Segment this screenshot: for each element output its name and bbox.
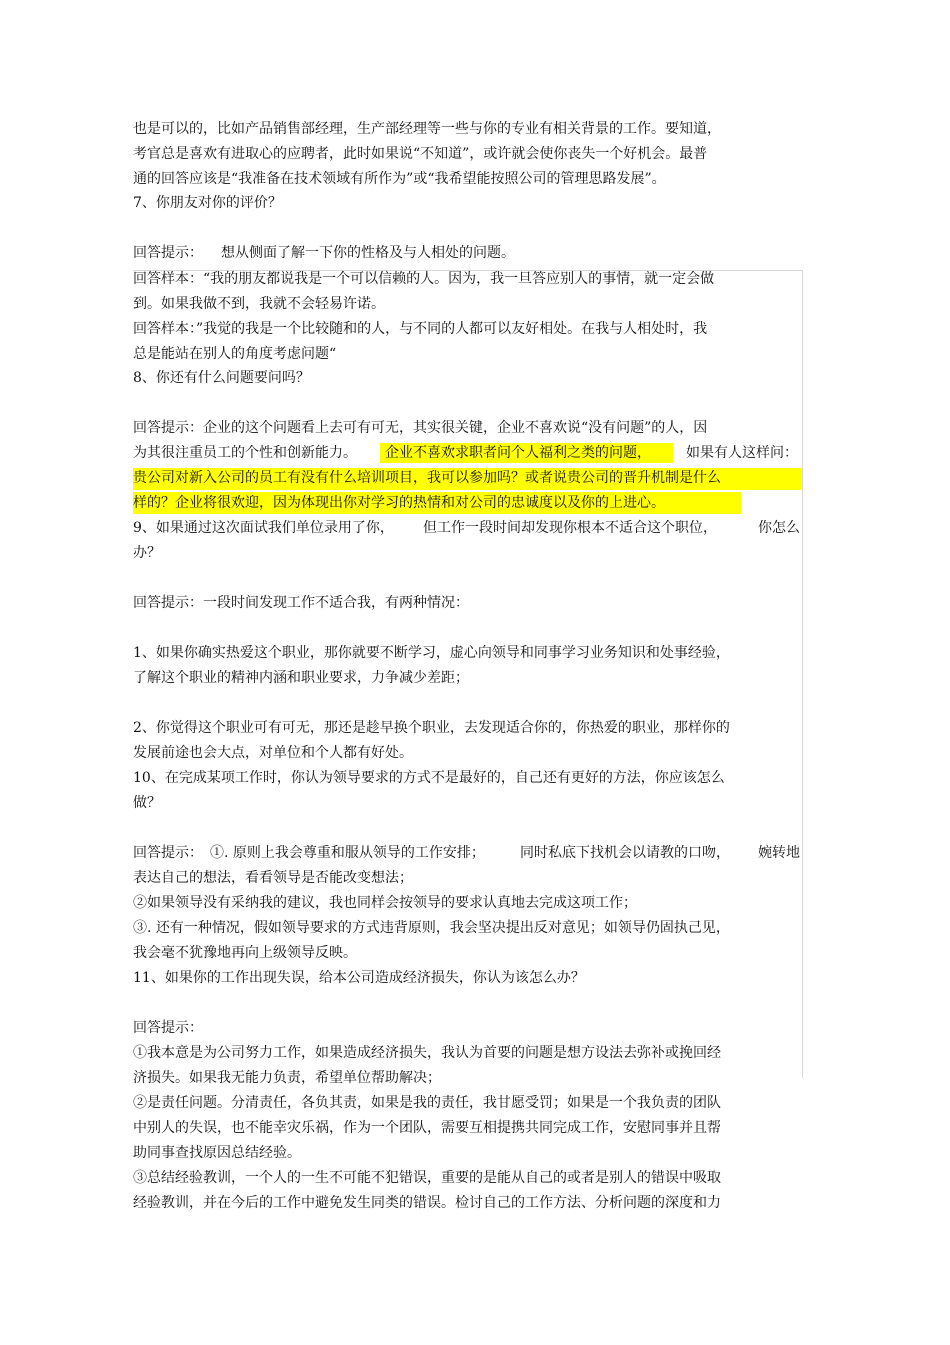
question-11: 11、如果你的工作出现失误，给本公司造成经济损失，你认为该怎么办？	[133, 970, 585, 986]
question-7: 7、你朋友对你的评价？	[133, 195, 282, 211]
text-line: ③总结经验教训，一个人的一生不可能不犯错误，重要的是能从自己的或者是别人的错误中吸取	[133, 1170, 721, 1186]
text-line: 发展前途也会大点，对单位和个人都有好处。	[133, 745, 413, 761]
text-segment: 婉转地	[758, 845, 800, 861]
text-line: 表达自己的想法，看看领导是否能改变想法；	[133, 870, 413, 886]
text-line: 回答提示：一段时间发现工作不适合我，有两种情况：	[133, 595, 469, 611]
text-line: 了解这个职业的精神内涵和职业要求，力争减少差距；	[133, 670, 469, 686]
text-line: 回答样本：“我的朋友都说我是一个可以信赖的人。因为，我一旦答应别人的事情，就一定会做	[133, 271, 715, 287]
text-line: ②是责任问题。分清责任，各负其责，如果是我的责任，我甘愿受罚；如果是一个我负责的团队	[133, 1095, 721, 1111]
question-9: 9、如果通过这次面试我们单位录用了你，	[133, 520, 394, 536]
q10-hint-row	[0, 843, 950, 863]
q8-hint-row-2	[0, 443, 950, 463]
hint-label: 回答提示：	[133, 845, 203, 861]
text-line: ②如果领导没有采纳我的建议，我也同样会按领导的要求认真地去完成这项工作；	[133, 895, 637, 911]
text-line: 回答样本：”我觉的我是一个比较随和的人，与不同的人都可以友好相处。在我与人相处时，我	[133, 321, 708, 337]
text-segment: ①. 原则上我会尊重和服从领导的工作安排；	[210, 845, 485, 861]
text-line: 中别人的失误，也不能幸灾乐祸，作为一个团队，需要互相提携共同完成工作，安慰同事并且帮	[133, 1120, 721, 1136]
text-line: 做？	[133, 795, 161, 811]
text-segment: 你怎么	[758, 520, 800, 536]
text-line: 回答提示：企业的这个问题看上去可有可无，其实很关键，企业不喜欢说“没有问题”的人，因	[133, 420, 708, 436]
question-8: 8、你还有什么问题要问吗？	[133, 370, 310, 386]
text-line: 1、如果你确实热爱这个职业，那你就要不断学习，虚心向领导和同事学习业务知识和处事经验，	[133, 645, 730, 661]
question-10: 10、在完成某项工作时，你认为领导要求的方式不是最好的，自己还有更好的方法，你应该怎么	[133, 770, 725, 786]
text-line: 考官总是喜欢有进取心的应聘者，此时如果说“不知道”，或许就会使你丧失一个好机会。最普	[133, 146, 708, 162]
text-segment: 为其很注重员工的个性和创新能力。	[133, 445, 357, 461]
text-segment: 但工作一段时间却发现你根本不适合这个职位，	[423, 520, 717, 536]
text-line: 办？	[133, 545, 161, 561]
text-line: 我会毫不犹豫地再向上级领导反映。	[133, 945, 357, 961]
text-line: 经验教训，并在今后的工作中避免发生同类的错误。检讨自己的工作方法、分析问题的深度和力	[133, 1195, 721, 1211]
text-line: 2、你觉得这个职业可有可无，那还是趁早换个职业，去发现适合你的，你热爱的职业，那样你的	[133, 720, 730, 736]
highlighted-text-line: 样的？企业将很欢迎，因为体现出你对学习的热情和对公司的忠诚度以及你的上进心。	[133, 495, 665, 511]
text-segment: 同时私底下找机会以请教的口吻，	[520, 845, 730, 861]
text-line: ①我本意是为公司努力工作，如果造成经济损失，我认为首要的问题是想方设法去弥补或挽回经	[133, 1045, 721, 1061]
hint-label: 回答提示：	[133, 1020, 203, 1036]
text-line: 助同事查找原因总结经验。	[133, 1145, 301, 1161]
text-line: ③. 还有一种情况，假如领导要求的方式违背原则，我会坚决提出反对意见；如领导仍固执己见，	[133, 920, 730, 936]
text-line: 到。如果我做不到，我就不会轻易许诺。	[133, 296, 385, 312]
frame-right-line	[802, 270, 803, 1078]
q7-hint-row	[0, 243, 950, 263]
question-9-row	[0, 518, 950, 538]
hint-label: 回答提示：	[133, 245, 203, 261]
text-line: 通的回答应该是“我准备在技术领域有所作为”或“我希望能按照公司的管理思路发展”。	[133, 171, 666, 187]
text-segment: 如果有人这样问：	[686, 445, 798, 461]
highlighted-text-line: 贵公司对新入公司的员工有没有什么培训项目，我可以参加吗？或者说贵公司的晋升机制是什么	[133, 470, 721, 486]
text-line: 济损失。如果我无能力负责，希望单位帮助解决；	[133, 1070, 441, 1086]
text-line: 总是能站在别人的角度考虑问题“	[133, 346, 337, 362]
highlighted-text: 企业不喜欢求职者问个人福利之类的问题，	[385, 445, 651, 461]
hint-text: 想从侧面了解一下你的性格及与人相处的问题。	[221, 245, 515, 261]
text-line: 也是可以的，比如产品销售部经理，生产部经理等一些与你的专业有相关背景的工作。要知道，	[133, 121, 721, 137]
